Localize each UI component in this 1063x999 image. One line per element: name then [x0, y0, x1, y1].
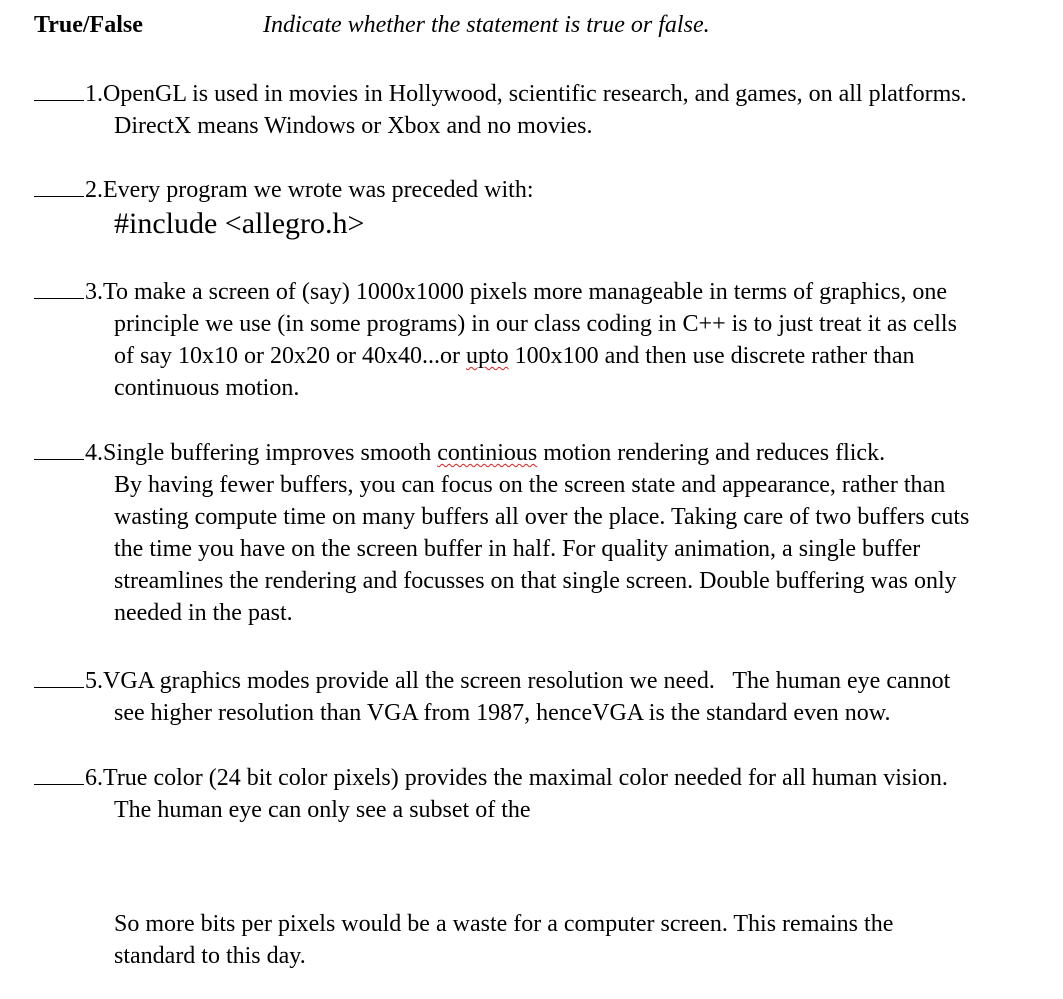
question-text: needed in the past. [114, 600, 293, 626]
answer-blank-2[interactable] [34, 174, 84, 197]
question-text: DirectX means Windows or Xbox and no movies. [114, 113, 593, 139]
answer-blank-6[interactable] [34, 762, 84, 785]
question-text: standard to this day. [114, 943, 306, 969]
question-number: 1. [85, 81, 103, 107]
question-text: Every program we wrote was preceded with: [103, 177, 534, 203]
question-6 [34, 762, 1059, 972]
answer-blank-4[interactable] [34, 437, 84, 460]
question-5 [34, 665, 1059, 729]
question-2 [34, 174, 1059, 242]
question-text: the time you have on the screen buffer in half. For quality animation, a single buffer [114, 536, 921, 562]
question-3 [34, 276, 1059, 404]
question-number: 5. [85, 668, 103, 694]
question-text: VGA graphics modes provide all the screen resolution we need. The human eye cannot [103, 668, 951, 694]
question-number: 6. [85, 765, 103, 791]
section-header [34, 12, 1034, 44]
section-title: True/False [34, 12, 143, 38]
answer-blank-5[interactable] [34, 665, 84, 688]
section-instruction: Indicate whether the statement is true or false. [263, 12, 710, 38]
question-text: wasting compute time on many buffers all over the place. Taking care of two buffers cuts [114, 504, 970, 530]
question-text: OpenGL is used in movies in Hollywood, scientific research, and games, on all platforms. [103, 81, 967, 107]
question-number: 2. [85, 177, 103, 203]
question-text: see higher resolution than VGA from 1987, henceVGA is the standard even now. [114, 700, 891, 726]
question-number: 3. [85, 279, 103, 305]
question-text: To make a screen of (say) 1000x1000 pixels more manageable in terms of graphics, one [103, 279, 948, 305]
question-text: So more bits per pixels would be a waste for a computer screen. This remains the [114, 911, 894, 937]
answer-blank-1[interactable] [34, 78, 84, 101]
question-text: of say 10x10 or 20x20 or 40x40...or upto 100x100 and then use discrete rather than [114, 343, 915, 369]
question-text: True color (24 bit color pixels) provides the maximal color needed for all human vision. [103, 765, 948, 791]
misspelled-word[interactable]: upto [465, 343, 509, 369]
question-text: principle we use (in some programs) in our class coding in C++ is to just treat it as cells [114, 311, 957, 337]
question-1 [34, 78, 1059, 142]
question-text: The human eye can only see a subset of the [114, 797, 531, 823]
code-snippet: #include <allegro.h> [114, 207, 365, 240]
question-text: streamlines the rendering and focusses on that single screen. Double buffering was only [114, 568, 957, 594]
question-text: continuous motion. [114, 375, 300, 401]
question-4: 4.Single buffering improves smooth continious motion rendering and reduces flick. By having fewer buffers, you can focus on the screen state and appearance, rather than wasting compute time on many buffers all over the place. Taking care of two buffers cuts the time you have on the screen buffer in half. For quality animation, a single buffer streamlines the rendering and focusses on that single screen. Double buffering was only needed in the past. [34, 437, 1059, 629]
question-text: By having fewer buffers, you can focus on the screen state and appearance, rather than [114, 472, 946, 498]
question-number: 4. [85, 440, 103, 466]
misspelled-word[interactable]: continious [437, 440, 538, 466]
answer-blank-3[interactable] [34, 276, 84, 299]
